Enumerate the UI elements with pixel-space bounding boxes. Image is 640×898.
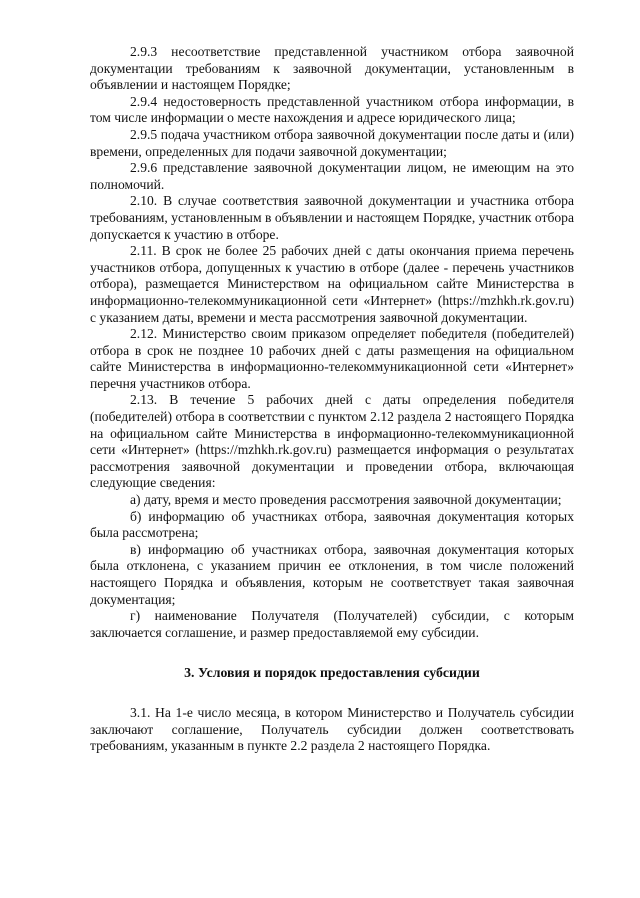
paragraph-2-9-4: 2.9.4 недостоверность представленной участником отбора информации, в том числе информации о месте нахождения и адресе юридического лица;: [90, 93, 574, 126]
document-page: [90, 44, 574, 755]
paragraph-2-11: 2.11. В срок не более 25 рабочих дней с даты окончания приема перечень участников отбора, допущенных к участию в отборе (далее - перечень участников отбора), размещается Министерством на официальном сайте Министерства в информационно-телекоммуникационной сети «Интернет» (https://mzhkh.rk.gov.ru) с указанием даты, времени и места рассмотрения заявочной документации.: [90, 243, 574, 325]
list-item-v: в) информацию об участниках отбора, заявочная документация которых была отклонена, с указанием причин ее отклонения, в том числе положений настоящего Порядка и объявления, которым не соответствует такая заявочная документация;: [90, 541, 574, 607]
paragraph-2-9-6: 2.9.6 представление заявочной документации лицом, не имеющим на это полномочий.: [90, 160, 574, 192]
paragraph-2-10: 2.10. В случае соответствия заявочной документации и участника отбора требованиям, установленным в объявлении и настоящем Порядке, участник отбора допускается к участию в отборе.: [90, 193, 574, 242]
list-item-g: г) наименование Получателя (Получателей) субсидии, с которым заключается соглашение, и размер предоставляемой ему субсидии.: [90, 608, 574, 640]
list-item-a: а) дату, время и место проведения рассмотрения заявочной документации;: [130, 492, 562, 508]
list-item-b: б) информацию об участниках отбора, заявочная документация которых была рассмотрена;: [90, 508, 574, 541]
paragraph-2-13: 2.13. В течение 5 рабочих дней с даты определения победителя (победителей) отбора в соответствии с пунктом 2.12 раздела 2 настоящего Порядка на официальном сайте Министерства в информационно-телекоммуникационной сети «Интернет» (https://mzhkh.rk.gov.ru) размещается информация о результатах рассмотрения заявочной документации и проведении отбора, включающая следующие сведения:: [90, 392, 574, 491]
paragraph-2-9-5: 2.9.5 подача участником отбора заявочной документации после даты и (или) времени, определенных для подачи заявочной документации;: [90, 126, 574, 159]
paragraph-2-12: 2.12. Министерство своим приказом определяет победителя (победителей) отбора в срок не позднее 10 рабочих дней с даты размещения на официальном сайте Министерства в информационно-телекоммуникационной сети «Интернет» перечня участников отбора.: [90, 326, 574, 391]
paragraph-3-1: 3.1. На 1-е число месяца, в котором Министерство и Получатель субсидии заключают соглашение, Получатель субсидии должен соответствовать требованиям, указанным в пункте 2.2 раздела 2 настоящего Порядка.: [90, 704, 574, 754]
paragraph-2-9-3: 2.9.3 несоответствие представленной участником отбора заявочной документации требованиям к заявочной документации, установленным в объявлении и настоящем Порядке;: [90, 44, 574, 93]
section-heading: 3. Условия и порядок предоставления субсидии: [184, 665, 480, 681]
